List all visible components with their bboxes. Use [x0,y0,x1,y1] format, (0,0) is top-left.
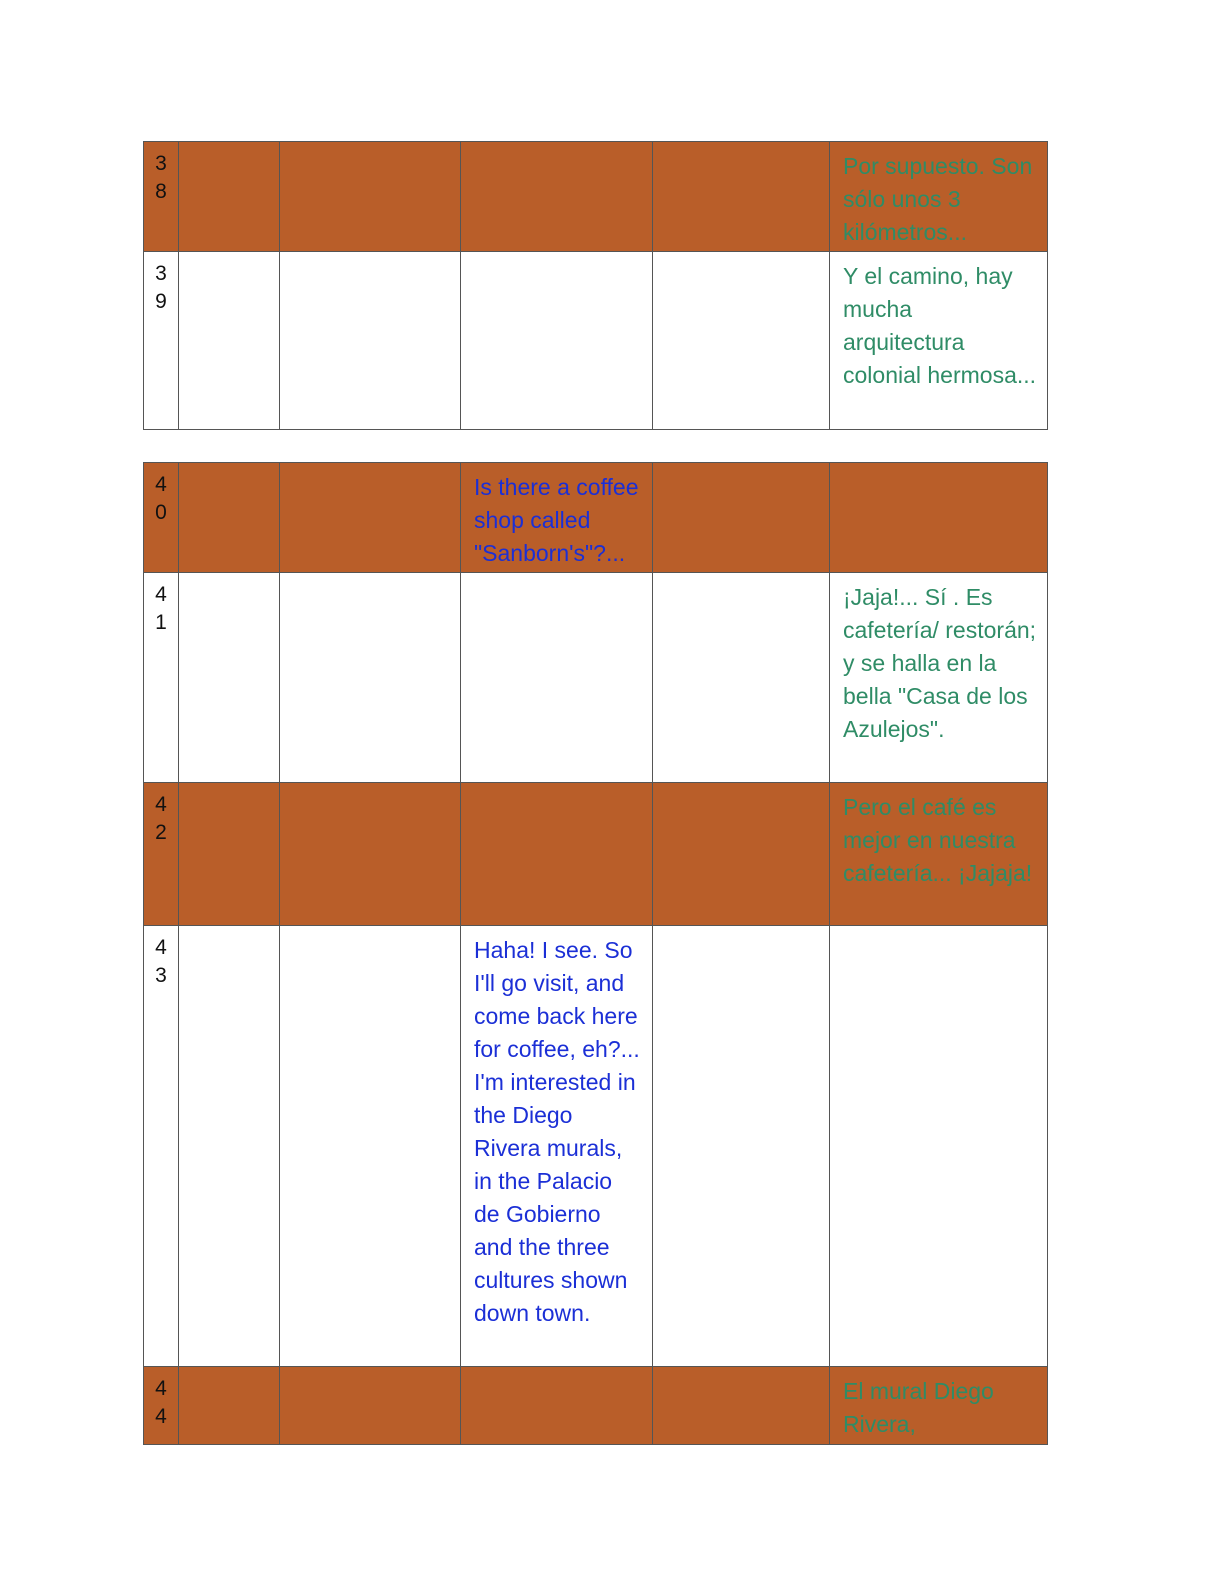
empty-cell [653,573,830,783]
row-number-digit: 3 [155,262,167,285]
empty-cell [653,1367,830,1445]
row-number-digit: 8 [155,180,167,203]
empty-cell [280,463,461,573]
english-cell: Haha! I see. So I'll go visit, and come back here for coffee, eh?... I'm interested in the Diego Rivera murals, in the Palacio de Gobierno and the three cultures shown down town. [461,926,653,1367]
empty-cell [179,142,280,252]
empty-cell [179,926,280,1367]
empty-cell [280,573,461,783]
row-number-digit: 3 [155,964,167,987]
empty-cell [653,142,830,252]
row-number [144,1367,179,1445]
table-row [144,783,1048,926]
spanish-cell: Y el camino, hay mucha arquitectura colonial hermosa... [830,252,1048,430]
empty-cell [653,252,830,430]
dialogue-table-2 [143,462,1048,1445]
empty-cell [179,1367,280,1445]
row-number [144,252,179,430]
english-cell [461,783,653,926]
spanish-cell: Pero el café es mejor en nuestra cafetería... ¡Jajaja! [830,783,1048,926]
row-number-digit: 3 [155,152,167,175]
row-number-digit: 4 [155,793,167,816]
row-number [144,142,179,252]
empty-cell [280,783,461,926]
row-number-digit: 2 [155,821,167,844]
empty-cell [653,783,830,926]
row-number-digit: 4 [155,473,167,496]
row-number-digit: 1 [155,611,167,634]
row-number [144,463,179,573]
empty-cell [280,142,461,252]
english-cell: Is there a coffee shop called "Sanborn's"?... [461,463,653,573]
table-row [144,926,1048,1367]
dialogue-table-1 [143,141,1048,430]
english-cell [461,573,653,783]
spanish-cell [830,463,1048,573]
empty-cell [179,252,280,430]
row-number-digit: 4 [155,936,167,959]
empty-cell [653,926,830,1367]
english-cell [461,252,653,430]
row-number-digit: 9 [155,290,167,313]
table-row [144,142,1048,252]
spanish-cell: El mural Diego Rivera, [830,1367,1048,1445]
spanish-cell [830,926,1048,1367]
empty-cell [280,252,461,430]
row-number [144,783,179,926]
table-row [144,1367,1048,1445]
empty-cell [653,463,830,573]
spanish-cell: ¡Jaja!... Sí . Es cafetería/ restorán; y se halla en la bella "Casa de los Azulejos". [830,573,1048,783]
empty-cell [179,463,280,573]
table-row [144,573,1048,783]
row-number-digit: 4 [155,1377,167,1400]
english-cell [461,142,653,252]
empty-cell [179,783,280,926]
empty-cell [280,1367,461,1445]
english-cell [461,1367,653,1445]
empty-cell [280,926,461,1367]
row-number [144,573,179,783]
row-number-digit: 4 [155,1405,167,1428]
spanish-cell: Por supuesto. Son sólo unos 3 kilómetros... [830,142,1048,252]
row-number-digit: 0 [155,501,167,524]
empty-cell [179,573,280,783]
table-row [144,463,1048,573]
row-number [144,926,179,1367]
row-number-digit: 4 [155,583,167,606]
table-row [144,252,1048,430]
